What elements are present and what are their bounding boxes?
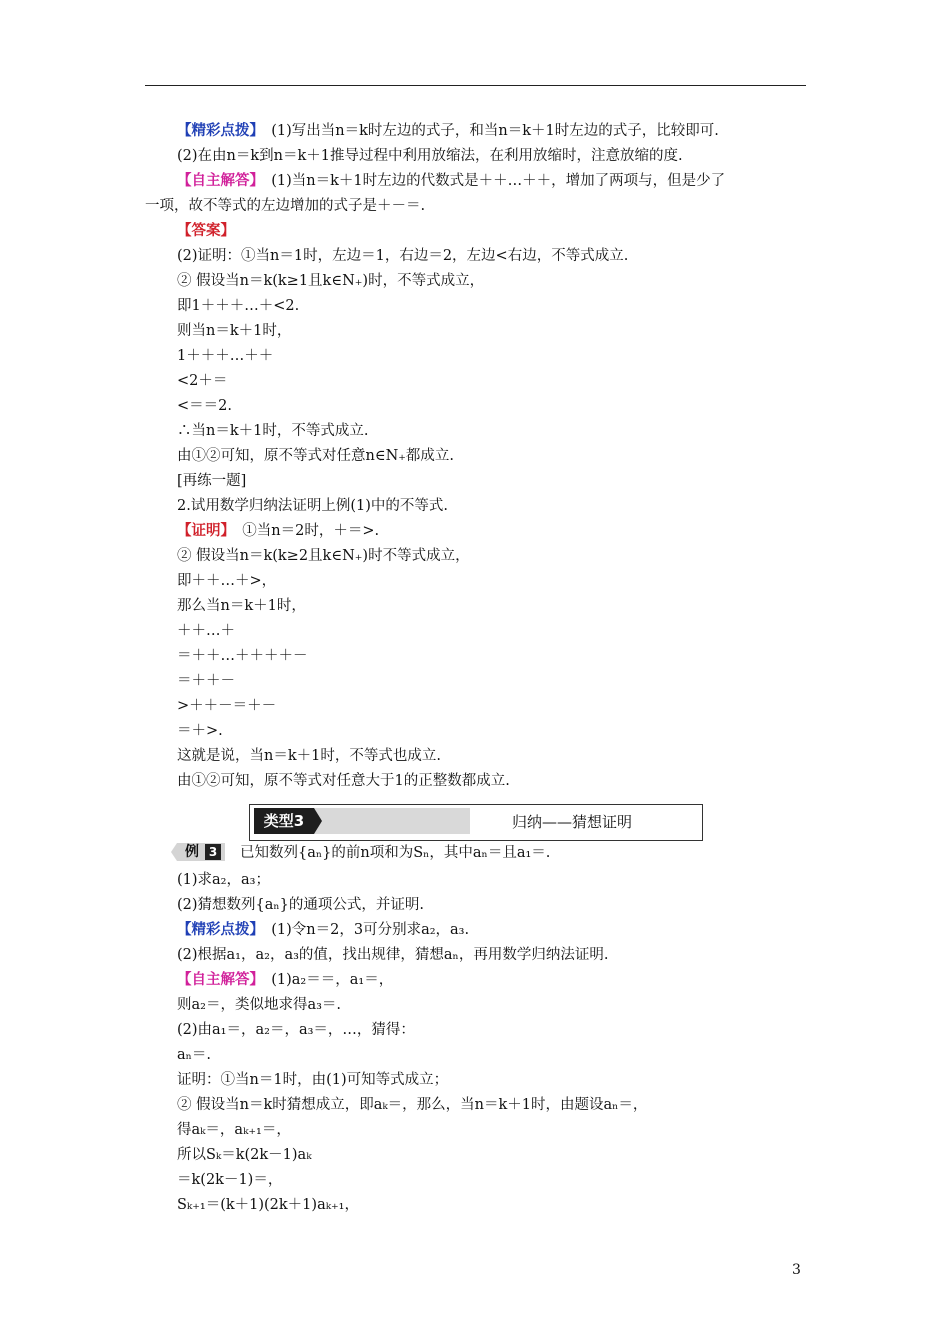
text-line xyxy=(177,920,469,940)
line-text: (2)证明：①当n＝1时，左边＝1，右边＝2，左边<右边，不等式成立. xyxy=(177,248,629,264)
text-line xyxy=(177,246,628,266)
text-line xyxy=(177,121,719,141)
line-text: (2)在由n＝k到n＝k＋1推导过程中利用放缩法，在利用放缩时，注意放缩的度. xyxy=(177,148,683,164)
line-text: (1)令n＝2，3可分别求a₂，a₃. xyxy=(256,922,470,938)
text-line xyxy=(177,171,725,191)
text-line xyxy=(177,1195,359,1215)
line-text: ①当n＝2时，＋＝>. xyxy=(227,523,380,539)
text-line xyxy=(177,1170,282,1190)
type-title: 归纳——猜想证明 xyxy=(512,813,633,831)
line-text: 则当n＝k＋1时， xyxy=(177,323,292,339)
text-line xyxy=(177,671,235,691)
line-text: 得aₖ＝，aₖ₊₁＝， xyxy=(177,1122,291,1138)
text-line xyxy=(177,296,299,316)
line-text: (2)由a₁＝，a₂＝，a₃＝，…，猜得： xyxy=(177,1022,415,1038)
line-text: Sₖ₊₁＝(k＋1)(2k＋1)aₖ₊₁， xyxy=(177,1197,359,1213)
line-text: ② 假设当n＝k时猜想成立，即aₖ＝，那么，当n＝k＋1时，由题设aₙ＝， xyxy=(177,1097,648,1113)
line-text: 1＋＋＋…＋＋ xyxy=(177,348,274,364)
text-line xyxy=(177,746,441,766)
page-number: 3 xyxy=(792,1262,801,1278)
example-badge xyxy=(177,843,225,861)
type-label: 类型3 xyxy=(254,808,314,834)
line-text: ② 假设当n＝k(k≥2且k∈N₊)时不等式成立， xyxy=(177,548,470,564)
line-text: [再练一题] xyxy=(177,473,247,489)
line-text: 即1＋＋＋…＋<2. xyxy=(177,298,300,314)
line-text: (1)当n＝k＋1时左边的代数式是＋＋…＋＋，增加了两项与，但是少了 xyxy=(256,173,726,189)
text-line xyxy=(177,621,235,641)
section-tag: 【自主解答】 xyxy=(177,172,257,189)
text-line xyxy=(177,571,276,591)
text-line xyxy=(177,446,454,466)
text-line xyxy=(177,970,393,990)
example-number: 3 xyxy=(205,844,221,860)
line-text: 那么当n＝k＋1时， xyxy=(177,598,306,614)
example-statement: 已知数列{aₙ}的前n项和为Sₙ，其中aₙ＝且a₁＝. xyxy=(240,845,551,861)
text-line xyxy=(177,646,308,666)
text-line xyxy=(145,196,425,216)
type-badge xyxy=(254,808,470,834)
line-text: <＝＝2. xyxy=(177,398,232,414)
text-line xyxy=(177,895,424,915)
line-text: ＝＋＋－ xyxy=(177,673,235,689)
text-line xyxy=(177,271,484,291)
text-line xyxy=(177,995,341,1015)
text-line xyxy=(177,396,232,416)
line-text: ② 假设当n＝k(k≥1且k∈N₊)时，不等式成立， xyxy=(177,273,485,289)
line-text: 一项，故不等式的左边增加的式子是＋－＝. xyxy=(145,198,426,214)
line-text: 2.试用数学归纳法证明上例(1)中的不等式. xyxy=(177,498,448,514)
line-text: >＋＋－＝＋－ xyxy=(177,698,277,714)
text-line xyxy=(177,496,448,516)
text-line xyxy=(177,721,223,741)
section-tag: 【证明】 xyxy=(177,522,228,539)
line-text: ＝＋＋…＋＋＋＋－ xyxy=(177,648,308,664)
line-text: (1)写出当n＝k时左边的式子，和当n＝k＋1时左边的式子，比较即可. xyxy=(256,123,719,139)
text-line xyxy=(177,346,273,366)
text-line xyxy=(177,146,683,166)
section-tag: 【答案】 xyxy=(177,222,235,239)
section-type-bar xyxy=(249,804,703,841)
line-text: 所以Sₖ＝k(2k－1)aₖ xyxy=(177,1147,312,1163)
example-label: 例 xyxy=(185,844,199,860)
text-line xyxy=(177,596,306,616)
line-text: 由①②可知，原不等式对任意n∈N₊都成立. xyxy=(177,448,455,464)
line-text: 这就是说，当n＝k＋1时，不等式也成立. xyxy=(177,748,441,764)
line-text: (2)根据a₁，a₂，a₃的值，找出规律，猜想aₙ，再用数学归纳法证明. xyxy=(177,947,609,963)
text-line xyxy=(177,371,227,391)
line-text: (2)猜想数列{aₙ}的通项公式，并证明. xyxy=(177,897,425,913)
header-rule xyxy=(145,85,806,86)
line-text: ＋＋…＋ xyxy=(177,623,235,639)
text-line xyxy=(177,221,235,241)
text-line xyxy=(177,1020,415,1040)
text-line xyxy=(177,521,379,541)
text-line xyxy=(177,945,608,965)
text-line xyxy=(177,1095,647,1115)
line-text: aₙ＝. xyxy=(177,1047,212,1063)
text-line xyxy=(177,1070,448,1090)
line-text: 即＋＋…＋>， xyxy=(177,573,277,589)
section-tag: 【精彩点拨】 xyxy=(177,921,257,938)
section-tag: 【自主解答】 xyxy=(177,971,257,988)
line-text: 由①②可知，原不等式对任意大于1的正整数都成立. xyxy=(177,773,510,789)
text-line xyxy=(177,421,368,441)
text-line xyxy=(177,870,270,890)
line-text: ∴当n＝k＋1时，不等式成立. xyxy=(177,423,369,439)
line-text: (1)求a₂，a₃； xyxy=(177,872,270,888)
text-line xyxy=(177,1120,291,1140)
line-text: 证明：①当n＝1时，由(1)可知等式成立； xyxy=(177,1072,449,1088)
text-line xyxy=(177,696,276,716)
text-line xyxy=(177,471,246,491)
text-line xyxy=(177,771,510,791)
line-text: ＝k(2k－1)＝， xyxy=(177,1172,283,1188)
text-line xyxy=(177,1045,211,1065)
line-text: (1)a₂＝＝，a₁＝， xyxy=(256,972,394,988)
line-text: 则a₂＝，类似地求得a₃＝. xyxy=(177,997,342,1013)
line-text: <2＋＝ xyxy=(177,373,228,389)
text-line xyxy=(177,1145,312,1165)
text-line xyxy=(177,321,291,341)
line-text: ＝＋>. xyxy=(177,723,223,739)
section-tag: 【精彩点拨】 xyxy=(177,122,257,139)
text-line xyxy=(177,546,470,566)
